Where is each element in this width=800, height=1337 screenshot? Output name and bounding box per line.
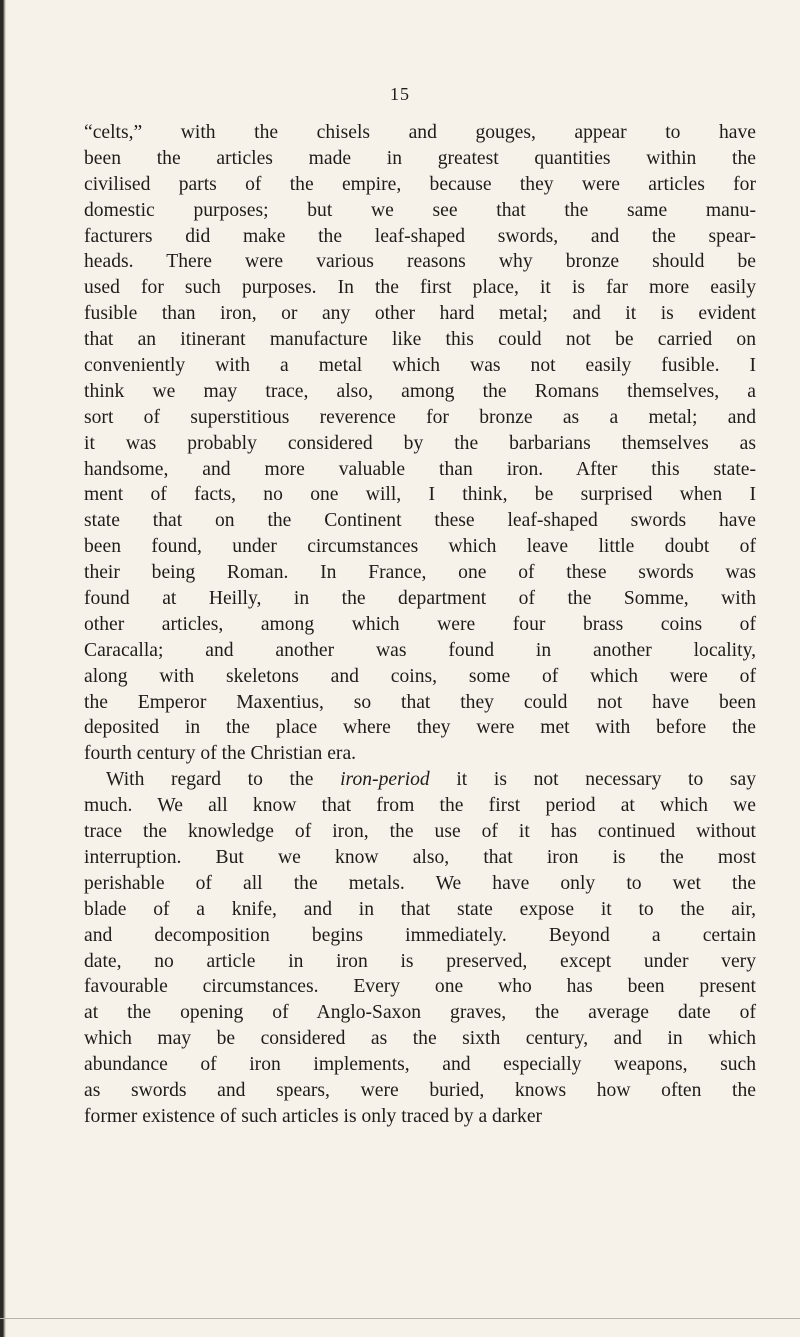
text-fragment: it is not necessary to say	[429, 769, 756, 791]
text-line: “celts,” with the chisels and gouges, appear to have	[84, 122, 756, 143]
text-fragment: With regard to the	[106, 769, 341, 791]
text-line: ment of facts, no one will, I think, be surprised when I	[84, 484, 756, 506]
page-number: 15	[390, 84, 410, 104]
text-line: fusible than iron, or any other hard metal; and it is evident	[84, 303, 756, 325]
text-line: their being Roman. In France, one of these swords was	[84, 562, 756, 584]
text-line: blade of a knife, and in that state expose it to the air,	[84, 898, 756, 920]
text-line: the Emperor Maxentius, so that they could not have been	[84, 691, 756, 713]
text-line: civilised parts of the empire, because they were articles for	[84, 173, 756, 195]
text-line: as swords and spears, were buried, knows how often the	[84, 1079, 756, 1101]
page-bottom-edge	[0, 1318, 800, 1319]
text-line: that an itinerant manufacture like this could not be carried on	[84, 329, 756, 351]
text-line: other articles, among which were four brass coins of	[84, 613, 756, 635]
text-line: perishable of all the metals. We have only to wet the	[84, 872, 756, 894]
text-line: date, no article in iron is preserved, except under very	[84, 950, 756, 972]
text-line: found at Heilly, in the department of the Somme, with	[84, 588, 756, 610]
text-line: domestic purposes; but we see that the same manu-	[84, 199, 756, 221]
text-line: it was probably considered by the barbarians themselves as	[84, 432, 756, 454]
text-line: former existence of such articles is only traced by a darker	[84, 1105, 543, 1127]
text-line: deposited in the place where they were met with before the	[84, 717, 756, 739]
text-line: facturers did make the leaf-shaped swords, and the spear-	[84, 225, 756, 247]
text-line: state that on the Continent these leaf-shaped swords have	[84, 510, 756, 532]
text-line: which may be considered as the sixth century, and in which	[84, 1028, 756, 1050]
text-line: been the articles made in greatest quantities within the	[84, 147, 756, 169]
text-line: sort of superstitious reverence for bronze as a metal; and	[84, 406, 756, 428]
text-line: and decomposition begins immediately. Beyond a certain	[84, 924, 756, 946]
text-line: used for such purposes. In the first place, it is far more easily	[84, 277, 756, 299]
text-line: been found, under circumstances which leave little doubt of	[84, 536, 756, 558]
text-line: abundance of iron implements, and especially weapons, such	[84, 1054, 756, 1076]
text-line: fourth century of the Christian era.	[84, 743, 357, 765]
page-binding-edge	[0, 0, 6, 1337]
text-line: handsome, and more valuable than iron. After this state-	[84, 458, 756, 480]
text-line: favourable circumstances. Every one who has been present	[84, 976, 756, 998]
paragraph-1	[84, 120, 756, 767]
text-line: Caracalla; and another was found in another locality,	[84, 639, 756, 661]
text-line: heads. There were various reasons why bronze should be	[84, 251, 756, 273]
body-text	[84, 120, 756, 1130]
text-line: think we may trace, also, among the Romans themselves, a	[84, 380, 756, 402]
italic-term: iron-period	[340, 769, 430, 791]
text-line: along with skeletons and coins, some of which were of	[84, 665, 756, 687]
text-line: trace the knowledge of iron, the use of it has continued without	[84, 821, 756, 843]
text-line: at the opening of Anglo-Saxon graves, the average date of	[84, 1002, 756, 1024]
text-line: conveniently with a metal which was not easily fusible. I	[84, 355, 756, 377]
text-line	[84, 767, 756, 793]
text-line: interruption. But we know also, that iron is the most	[84, 846, 756, 868]
paragraph-2	[84, 767, 756, 1129]
text-line: much. We all know that from the first period at which we	[84, 795, 756, 817]
